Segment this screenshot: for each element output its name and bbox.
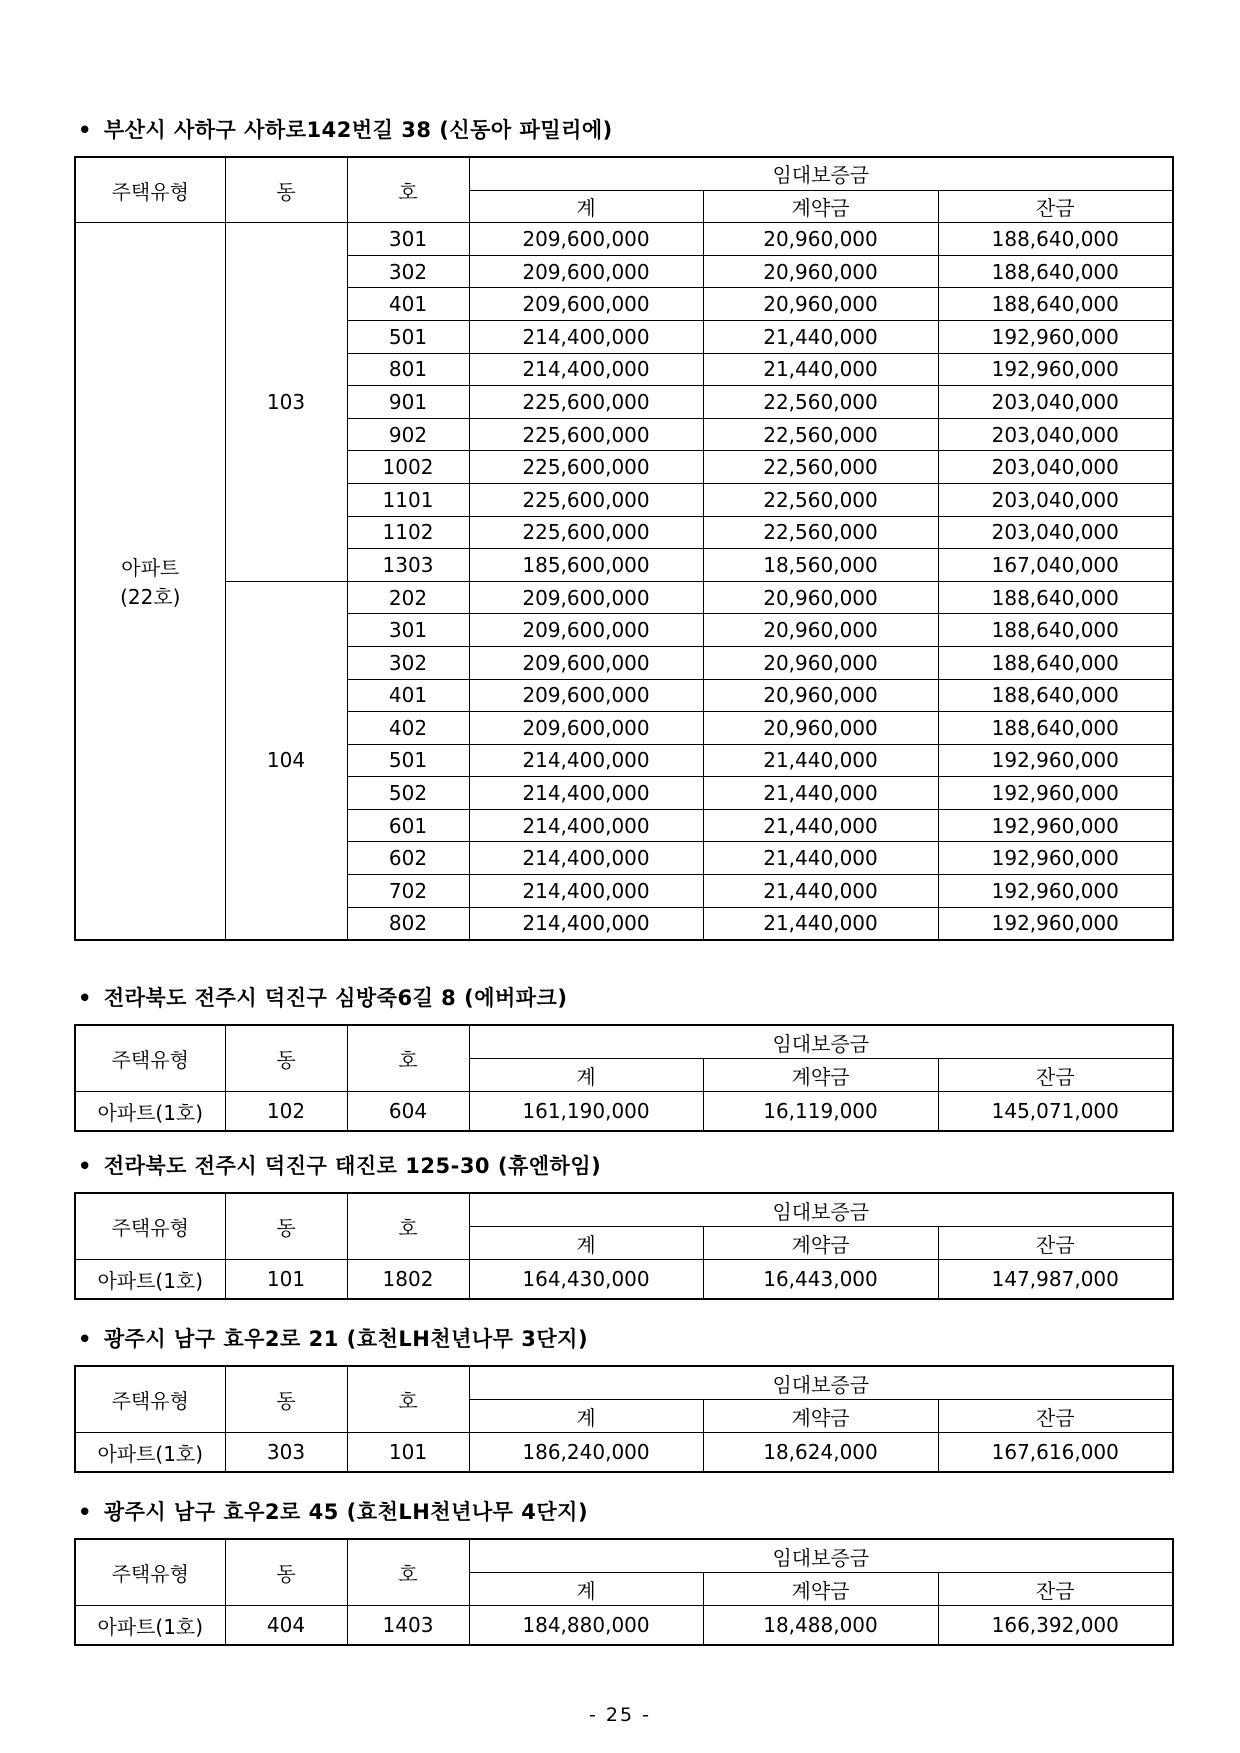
total-cell: 209,600,000 xyxy=(469,614,703,647)
contract-cell: 20,960,000 xyxy=(703,712,938,745)
header-balance: 잔금 xyxy=(938,1400,1173,1433)
header-type: 주택유형 xyxy=(75,1366,225,1433)
contract-cell: 21,440,000 xyxy=(703,809,938,842)
housing-type-label: 아파트 xyxy=(121,556,180,581)
header-row xyxy=(75,1193,1173,1227)
header-type: 주택유형 xyxy=(75,1539,225,1606)
bullet: • xyxy=(78,1154,92,1178)
header-total: 계 xyxy=(469,1059,703,1092)
balance-cell: 203,040,000 xyxy=(938,418,1173,451)
total-cell: 225,600,000 xyxy=(469,451,703,484)
deposit-table xyxy=(74,1192,1174,1300)
dong-cell: 404 xyxy=(225,1606,347,1646)
section-title-text: 광주시 남구 효우2로 21 (효천LH천년나무 3단지) xyxy=(103,1327,589,1351)
header-deposit: 임대보증금 xyxy=(469,1193,1173,1227)
total-cell: 209,600,000 xyxy=(469,581,703,614)
housing-type-cell: 아파트(1호) xyxy=(75,1606,225,1646)
header-dong: 동 xyxy=(225,157,347,223)
header-row xyxy=(75,1539,1173,1573)
total-cell: 225,600,000 xyxy=(469,516,703,549)
balance-cell: 188,640,000 xyxy=(938,581,1173,614)
header-contract: 계약금 xyxy=(703,1059,938,1092)
balance-cell: 203,040,000 xyxy=(938,451,1173,484)
dong-cell: 101 xyxy=(225,1260,347,1300)
header-contract: 계약금 xyxy=(703,1227,938,1260)
total-cell: 209,600,000 xyxy=(469,255,703,288)
ho-cell: 302 xyxy=(347,255,469,288)
header-total: 계 xyxy=(469,190,703,223)
housing-type-cell: 아파트(1호) xyxy=(75,1433,225,1473)
total-cell: 164,430,000 xyxy=(469,1260,703,1300)
balance-cell: 188,640,000 xyxy=(938,679,1173,712)
total-cell: 209,600,000 xyxy=(469,646,703,679)
dong-cell: 104 xyxy=(225,581,347,940)
balance-cell: 145,071,000 xyxy=(938,1092,1173,1132)
contract-cell: 20,960,000 xyxy=(703,255,938,288)
total-cell: 209,600,000 xyxy=(469,679,703,712)
section-title xyxy=(74,112,1172,148)
header-deposit: 임대보증금 xyxy=(469,1366,1173,1400)
balance-cell: 188,640,000 xyxy=(938,223,1173,256)
ho-cell: 202 xyxy=(347,581,469,614)
ho-cell: 502 xyxy=(347,777,469,810)
bullet: • xyxy=(78,1500,92,1524)
balance-cell: 192,960,000 xyxy=(938,353,1173,386)
balance-cell: 147,987,000 xyxy=(938,1260,1173,1300)
total-cell: 184,880,000 xyxy=(469,1606,703,1646)
ho-cell: 1002 xyxy=(347,451,469,484)
section-small-2 xyxy=(74,1148,1172,1300)
section-small-1 xyxy=(74,980,1172,1132)
ho-cell: 301 xyxy=(347,614,469,647)
balance-cell: 167,040,000 xyxy=(938,549,1173,582)
header-contract: 계약금 xyxy=(703,190,938,223)
ho-cell: 1303 xyxy=(347,549,469,582)
bullet: • xyxy=(78,986,92,1010)
balance-cell: 166,392,000 xyxy=(938,1606,1173,1646)
housing-type-cell: 아파트(1호) xyxy=(75,1092,225,1132)
section-title xyxy=(74,1148,1172,1184)
header-deposit: 임대보증금 xyxy=(469,1025,1173,1059)
ho-cell: 602 xyxy=(347,842,469,875)
dong-cell: 103 xyxy=(225,223,347,582)
contract-cell: 21,440,000 xyxy=(703,842,938,875)
header-dong: 동 xyxy=(225,1025,347,1092)
ho-cell: 802 xyxy=(347,907,469,940)
table-row xyxy=(75,1606,1173,1646)
housing-type-count: (22호) xyxy=(120,585,181,610)
ho-cell: 1403 xyxy=(347,1606,469,1646)
contract-cell: 20,960,000 xyxy=(703,614,938,647)
header-deposit: 임대보증금 xyxy=(469,1539,1173,1573)
contract-cell: 20,960,000 xyxy=(703,288,938,321)
contract-cell: 16,119,000 xyxy=(703,1092,938,1132)
balance-cell: 203,040,000 xyxy=(938,516,1173,549)
total-cell: 209,600,000 xyxy=(469,223,703,256)
bullet: • xyxy=(78,1327,92,1351)
header-total: 계 xyxy=(469,1573,703,1606)
header-balance: 잔금 xyxy=(938,1227,1173,1260)
total-cell: 186,240,000 xyxy=(469,1433,703,1473)
balance-cell: 167,616,000 xyxy=(938,1433,1173,1473)
balance-cell: 203,040,000 xyxy=(938,386,1173,419)
header-dong: 동 xyxy=(225,1539,347,1606)
ho-cell: 501 xyxy=(347,744,469,777)
section-small-3 xyxy=(74,1321,1172,1473)
ho-cell: 501 xyxy=(347,320,469,353)
table-row xyxy=(75,581,1173,614)
header-dong: 동 xyxy=(225,1366,347,1433)
balance-cell: 188,640,000 xyxy=(938,712,1173,745)
header-balance: 잔금 xyxy=(938,1059,1173,1092)
header-row xyxy=(75,1366,1173,1400)
ho-cell: 402 xyxy=(347,712,469,745)
contract-cell: 16,443,000 xyxy=(703,1260,938,1300)
contract-cell: 21,440,000 xyxy=(703,777,938,810)
balance-cell: 188,640,000 xyxy=(938,288,1173,321)
section-title-text: 전라북도 전주시 덕진구 심방죽6길 8 (에버파크) xyxy=(103,986,568,1010)
contract-cell: 22,560,000 xyxy=(703,386,938,419)
total-cell: 209,600,000 xyxy=(469,288,703,321)
contract-cell: 22,560,000 xyxy=(703,418,938,451)
header-contract: 계약금 xyxy=(703,1573,938,1606)
section-title xyxy=(74,1494,1172,1530)
dong-cell: 102 xyxy=(225,1092,347,1132)
total-cell: 214,400,000 xyxy=(469,809,703,842)
contract-cell: 21,440,000 xyxy=(703,744,938,777)
table-row xyxy=(75,1092,1173,1132)
ho-cell: 1101 xyxy=(347,483,469,516)
balance-cell: 188,640,000 xyxy=(938,646,1173,679)
dong-cell: 303 xyxy=(225,1433,347,1473)
ho-cell: 901 xyxy=(347,386,469,419)
ho-cell: 801 xyxy=(347,353,469,386)
balance-cell: 192,960,000 xyxy=(938,744,1173,777)
ho-cell: 1802 xyxy=(347,1260,469,1300)
ho-cell: 702 xyxy=(347,875,469,908)
ho-cell: 601 xyxy=(347,809,469,842)
total-cell: 161,190,000 xyxy=(469,1092,703,1132)
header-ho: 호 xyxy=(347,157,469,223)
header-type: 주택유형 xyxy=(75,1193,225,1260)
balance-cell: 188,640,000 xyxy=(938,614,1173,647)
total-cell: 214,400,000 xyxy=(469,907,703,940)
contract-cell: 20,960,000 xyxy=(703,223,938,256)
section-title-text: 부산시 사하구 사하로142번길 38 (신동아 파밀리에) xyxy=(103,118,613,142)
contract-cell: 22,560,000 xyxy=(703,516,938,549)
housing-type-cell: 아파트(1호) xyxy=(75,1260,225,1300)
total-cell: 214,400,000 xyxy=(469,842,703,875)
total-cell: 225,600,000 xyxy=(469,483,703,516)
total-cell: 214,400,000 xyxy=(469,744,703,777)
contract-cell: 21,440,000 xyxy=(703,320,938,353)
total-cell: 225,600,000 xyxy=(469,418,703,451)
total-cell: 214,400,000 xyxy=(469,875,703,908)
header-deposit: 임대보증금 xyxy=(469,157,1173,190)
total-cell: 214,400,000 xyxy=(469,353,703,386)
ho-cell: 302 xyxy=(347,646,469,679)
total-cell: 185,600,000 xyxy=(469,549,703,582)
balance-cell: 188,640,000 xyxy=(938,255,1173,288)
contract-cell: 20,960,000 xyxy=(703,679,938,712)
housing-type-cell xyxy=(75,223,225,941)
header-total: 계 xyxy=(469,1400,703,1433)
total-cell: 225,600,000 xyxy=(469,386,703,419)
table-row xyxy=(75,1260,1173,1300)
contract-cell: 21,440,000 xyxy=(703,907,938,940)
deposit-table xyxy=(74,1024,1174,1132)
contract-cell: 21,440,000 xyxy=(703,875,938,908)
contract-cell: 18,624,000 xyxy=(703,1433,938,1473)
total-cell: 209,600,000 xyxy=(469,712,703,745)
contract-cell: 18,560,000 xyxy=(703,549,938,582)
contract-cell: 22,560,000 xyxy=(703,483,938,516)
section-title xyxy=(74,980,1172,1016)
section-small-4 xyxy=(74,1494,1172,1646)
header-row xyxy=(75,1025,1173,1059)
header-dong: 동 xyxy=(225,1193,347,1260)
ho-cell: 1102 xyxy=(347,516,469,549)
section-title xyxy=(74,1321,1172,1357)
ho-cell: 301 xyxy=(347,223,469,256)
header-total: 계 xyxy=(469,1227,703,1260)
header-type: 주택유형 xyxy=(75,157,225,223)
header-ho: 호 xyxy=(347,1193,469,1260)
header-contract: 계약금 xyxy=(703,1400,938,1433)
header-ho: 호 xyxy=(347,1366,469,1433)
balance-cell: 192,960,000 xyxy=(938,809,1173,842)
header-ho: 호 xyxy=(347,1025,469,1092)
bullet: • xyxy=(78,118,92,142)
section-title-text: 전라북도 전주시 덕진구 태진로 125-30 (휴엔하임) xyxy=(103,1154,602,1178)
section-busan xyxy=(74,112,1172,941)
contract-cell: 21,440,000 xyxy=(703,353,938,386)
header-row xyxy=(75,157,1173,190)
deposit-table xyxy=(74,1365,1174,1473)
balance-cell: 192,960,000 xyxy=(938,777,1173,810)
section-title-text: 광주시 남구 효우2로 45 (효천LH천년나무 4단지) xyxy=(103,1500,589,1524)
balance-cell: 192,960,000 xyxy=(938,320,1173,353)
table-row xyxy=(75,223,1173,256)
header-balance: 잔금 xyxy=(938,1573,1173,1606)
balance-cell: 192,960,000 xyxy=(938,907,1173,940)
ho-cell: 401 xyxy=(347,288,469,321)
contract-cell: 18,488,000 xyxy=(703,1606,938,1646)
contract-cell: 22,560,000 xyxy=(703,451,938,484)
contract-cell: 20,960,000 xyxy=(703,646,938,679)
ho-cell: 101 xyxy=(347,1433,469,1473)
header-ho: 호 xyxy=(347,1539,469,1606)
ho-cell: 604 xyxy=(347,1092,469,1132)
header-balance: 잔금 xyxy=(938,190,1173,223)
deposit-table xyxy=(74,156,1174,941)
ho-cell: 902 xyxy=(347,418,469,451)
contract-cell: 20,960,000 xyxy=(703,581,938,614)
balance-cell: 203,040,000 xyxy=(938,483,1173,516)
balance-cell: 192,960,000 xyxy=(938,842,1173,875)
total-cell: 214,400,000 xyxy=(469,777,703,810)
ho-cell: 401 xyxy=(347,679,469,712)
balance-cell: 192,960,000 xyxy=(938,875,1173,908)
header-type: 주택유형 xyxy=(75,1025,225,1092)
deposit-table xyxy=(74,1538,1174,1646)
total-cell: 214,400,000 xyxy=(469,320,703,353)
page-number: - 25 - xyxy=(589,1704,651,1726)
table-row xyxy=(75,1433,1173,1473)
